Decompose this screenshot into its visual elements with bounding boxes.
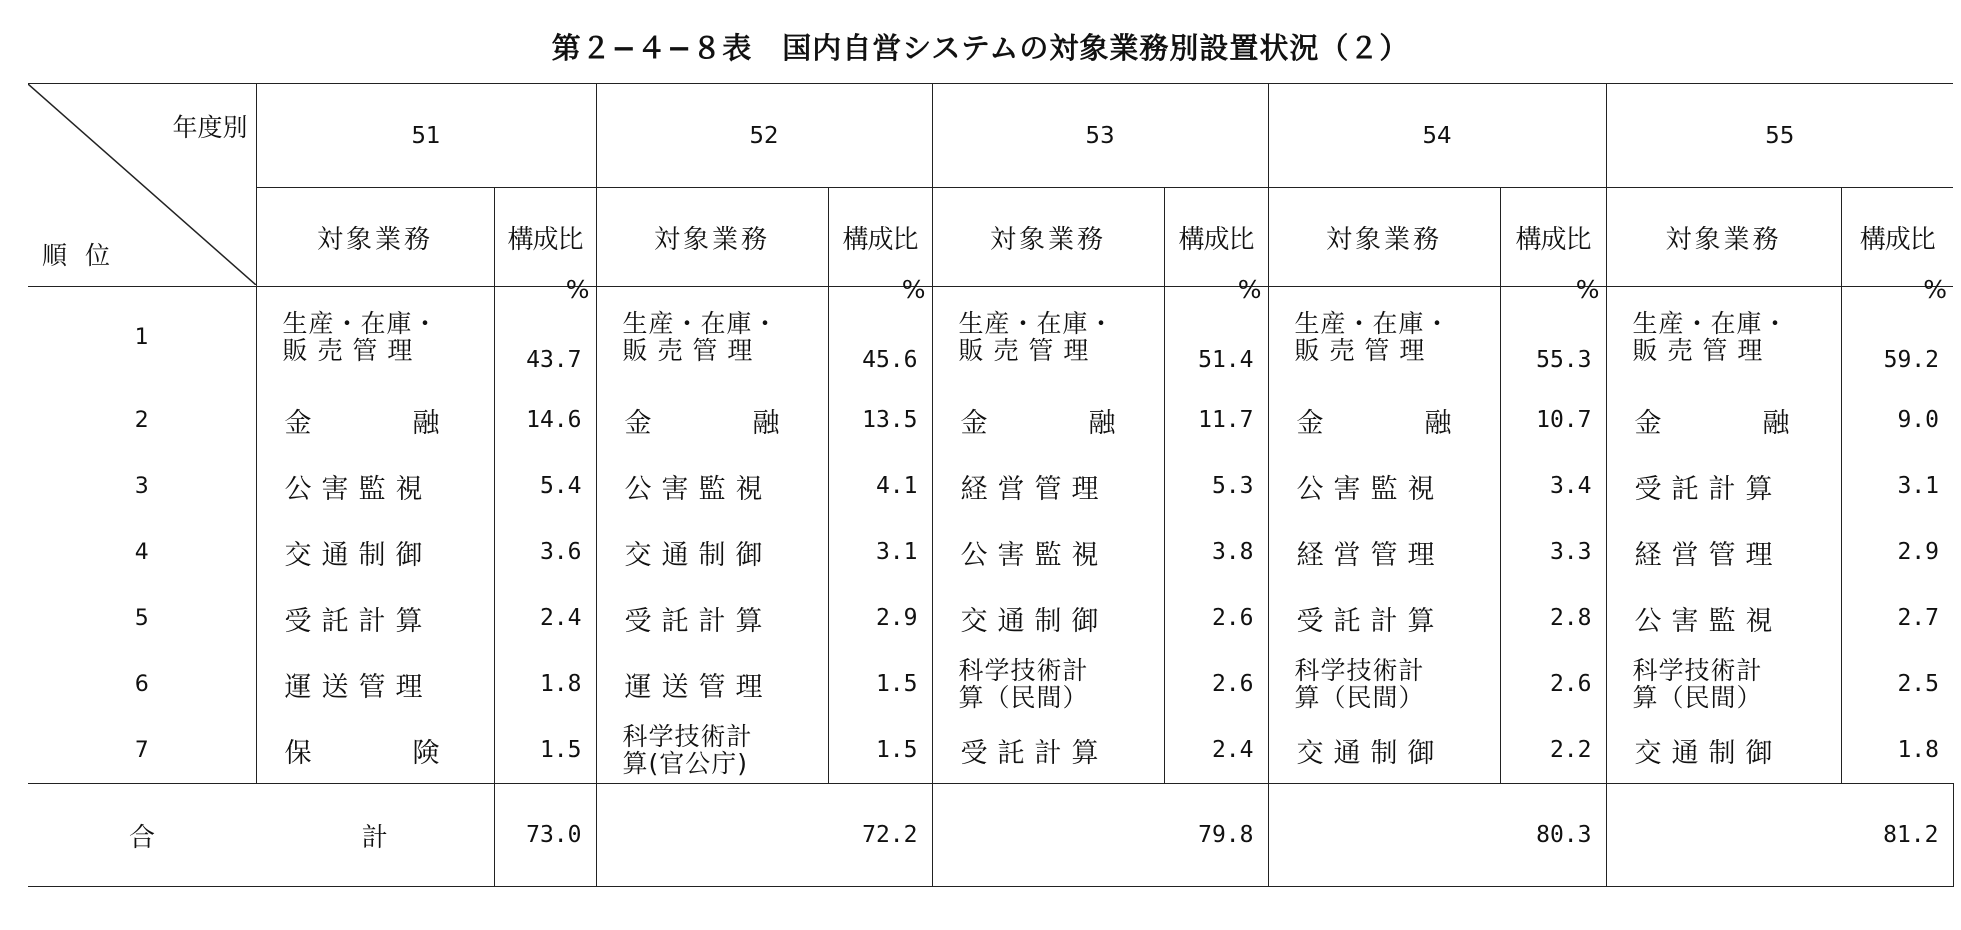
ratio-cell [494,651,596,717]
ratio-column-header: 構成比 [1500,188,1606,287]
ratio-value: 3.1 [1897,473,1939,499]
business-cell: 科学技術計 算（民間） [1606,651,1841,717]
corner-header-cell [28,84,256,287]
rank-cell: 2 [28,387,256,453]
business-label: 保 険 [284,737,450,769]
business-cell: 生産・在庫・ 販 売 管 理 [932,287,1164,388]
business-cell: 経営管理 [1268,519,1500,585]
business-cell: 公害監視 [1606,585,1841,651]
ratio-cell [828,717,932,784]
empty-cell [932,784,1164,887]
ratio-value: 2.4 [1211,737,1254,763]
business-cell: 科学技術計 算（民間） [1268,651,1500,717]
ratio-value: 2.9 [875,605,918,631]
ratio-value: 5.4 [539,473,582,499]
ratio-cell [828,275,932,388]
rank-axis-label: 順位 [42,241,129,270]
empty-cell [596,784,828,887]
rank-cell: 5 [28,585,256,651]
percent-sign: % [1923,275,1947,304]
ratio-value: 55.3 [1536,347,1592,373]
business-label: 金 融 [960,407,1126,439]
business-cell [256,717,494,784]
total-value: 81.2 [1841,784,1953,887]
rank-cell: 3 [28,453,256,519]
ratio-cell [1841,387,1953,453]
ratio-value: 5.3 [1211,473,1254,499]
ratio-cell [1841,453,1953,519]
percent-sign: % [1237,275,1262,304]
ratio-value: 1.5 [539,737,582,763]
business-cell: 運送管理 [256,651,494,717]
ratio-value: 2.6 [1549,671,1592,697]
year-header: 54 [1268,84,1606,188]
table-row [28,453,1953,519]
business-cell: 公害監視 [1268,453,1500,519]
ratio-value: 59.2 [1883,347,1939,373]
total-row [28,784,1953,887]
ratio-cell [1500,519,1606,585]
ratio-value: 45.6 [862,347,918,373]
ratio-value: 4.1 [875,473,918,499]
ratio-value: 2.9 [1897,539,1939,565]
business-cell: 受託計算 [1268,585,1500,651]
ratio-value: 1.8 [1897,737,1939,763]
ratio-cell [828,453,932,519]
ratio-cell [1841,651,1953,717]
business-cell: 運送管理 [596,651,828,717]
ratio-value: 3.8 [1211,539,1254,565]
percent-sign: % [565,275,590,304]
business-cell [1268,387,1500,453]
ratio-cell [828,519,932,585]
ratio-cell [1500,585,1606,651]
ratio-value: 1.5 [875,671,918,697]
business-column-header: 対象業務 [256,188,494,287]
business-cell [256,387,494,453]
total-value: 80.3 [1500,784,1606,887]
ratio-value: 1.8 [539,671,582,697]
business-cell: 経営管理 [1606,519,1841,585]
ratio-value: 2.6 [1211,605,1254,631]
ratio-cell [1164,387,1268,453]
business-cell: 科学技術計 算(官公庁) [596,717,828,784]
ratio-cell [494,453,596,519]
ratio-value: 10.7 [1536,407,1592,433]
business-label: 金 融 [284,407,450,439]
ratio-value: 14.6 [526,407,582,433]
ratio-cell [1500,453,1606,519]
ratio-cell [1164,275,1268,388]
total-label-right: 計 [256,784,494,887]
ratio-column-header: 構成比 [494,188,596,287]
ratio-value: 2.5 [1897,671,1939,697]
rank-cell: 7 [28,717,256,784]
business-cell [932,387,1164,453]
ratio-value: 2.2 [1549,737,1592,763]
ratio-cell [1841,275,1953,388]
rank-cell: 1 [28,287,256,388]
table-row [28,287,1953,388]
business-label: 金 融 [1296,407,1462,439]
percent-sign: % [901,275,926,304]
ratio-value: 2.8 [1549,605,1592,631]
ratio-value: 11.7 [1198,407,1254,433]
ratio-cell [1500,651,1606,717]
ratio-column-header: 構成比 [828,188,932,287]
ratio-cell [1164,717,1268,784]
ratio-column-header: 構成比 [1841,188,1953,287]
table-title: 第２−４−８表 国内自営システムの対象業務別設置状況（２） [551,31,1410,65]
year-axis-label: 年度別 [172,113,248,142]
total-value: 79.8 [1164,784,1268,887]
ratio-cell [1164,453,1268,519]
business-column-header: 対象業務 [596,188,828,287]
year-header: 53 [932,84,1268,188]
business-cell [1606,387,1841,453]
business-label: 金 融 [1634,407,1800,439]
table-row [28,651,1953,717]
business-cell: 公害監視 [596,453,828,519]
business-cell: 生産・在庫・ 販 売 管 理 [256,287,494,388]
ratio-cell [1164,519,1268,585]
year-header: 52 [596,84,932,188]
business-column-header: 対象業務 [1268,188,1500,287]
business-cell: 受託計算 [256,585,494,651]
business-cell: 交通制御 [932,585,1164,651]
table-row [28,717,1953,784]
year-header: 55 [1606,84,1953,188]
ratio-value: 3.1 [875,539,918,565]
business-cell: 科学技術計 算（民間） [932,651,1164,717]
ratio-cell [1164,651,1268,717]
total-label-left: 合 [28,784,256,887]
ratio-cell [828,651,932,717]
business-cell: 交通制御 [256,519,494,585]
ratio-value: 2.4 [539,605,582,631]
ratio-value: 3.6 [539,539,582,565]
business-cell: 生産・在庫・ 販 売 管 理 [1606,287,1841,388]
business-cell: 経営管理 [932,453,1164,519]
business-column-header: 対象業務 [1606,188,1841,287]
ratio-value: 51.4 [1198,347,1254,373]
ratio-value: 2.6 [1211,671,1254,697]
ratio-cell [1164,585,1268,651]
business-label: 金 融 [624,407,790,439]
ratio-value: 2.7 [1897,605,1939,631]
data-table [28,83,1954,887]
business-cell [596,387,828,453]
business-cell: 生産・在庫・ 販 売 管 理 [596,287,828,388]
ratio-cell [494,275,596,388]
table-row [28,387,1953,453]
business-cell: 交通制御 [596,519,828,585]
business-cell: 受託計算 [932,717,1164,784]
ratio-cell [1841,717,1953,784]
rank-cell: 6 [28,651,256,717]
ratio-cell [828,387,932,453]
ratio-cell [494,387,596,453]
business-cell: 交通制御 [1268,717,1500,784]
ratio-column-header: 構成比 [1164,188,1268,287]
empty-cell [1268,784,1500,887]
ratio-cell [494,585,596,651]
ratio-value: 43.7 [526,347,582,373]
ratio-cell [1841,585,1953,651]
ratio-cell [494,717,596,784]
business-cell: 受託計算 [1606,453,1841,519]
empty-cell [1606,784,1841,887]
table-row [28,585,1953,651]
percent-sign: % [1575,275,1600,304]
business-cell: 交通制御 [1606,717,1841,784]
ratio-cell [1500,717,1606,784]
ratio-value: 13.5 [862,407,918,433]
ratio-value: 1.5 [875,737,918,763]
ratio-cell [828,585,932,651]
ratio-cell [1841,519,1953,585]
total-value: 73.0 [494,784,596,887]
ratio-cell [1500,275,1606,388]
ratio-value: 9.0 [1897,407,1939,433]
business-cell: 生産・在庫・ 販 売 管 理 [1268,287,1500,388]
business-cell: 公害監視 [256,453,494,519]
ratio-cell [494,519,596,585]
business-column-header: 対象業務 [932,188,1164,287]
business-cell: 受託計算 [596,585,828,651]
table-row [28,519,1953,585]
year-header: 51 [256,84,596,188]
total-value: 72.2 [828,784,932,887]
ratio-value: 3.4 [1549,473,1592,499]
ratio-value: 3.3 [1549,539,1592,565]
ratio-cell [1500,387,1606,453]
rank-cell: 4 [28,519,256,585]
business-cell: 公害監視 [932,519,1164,585]
